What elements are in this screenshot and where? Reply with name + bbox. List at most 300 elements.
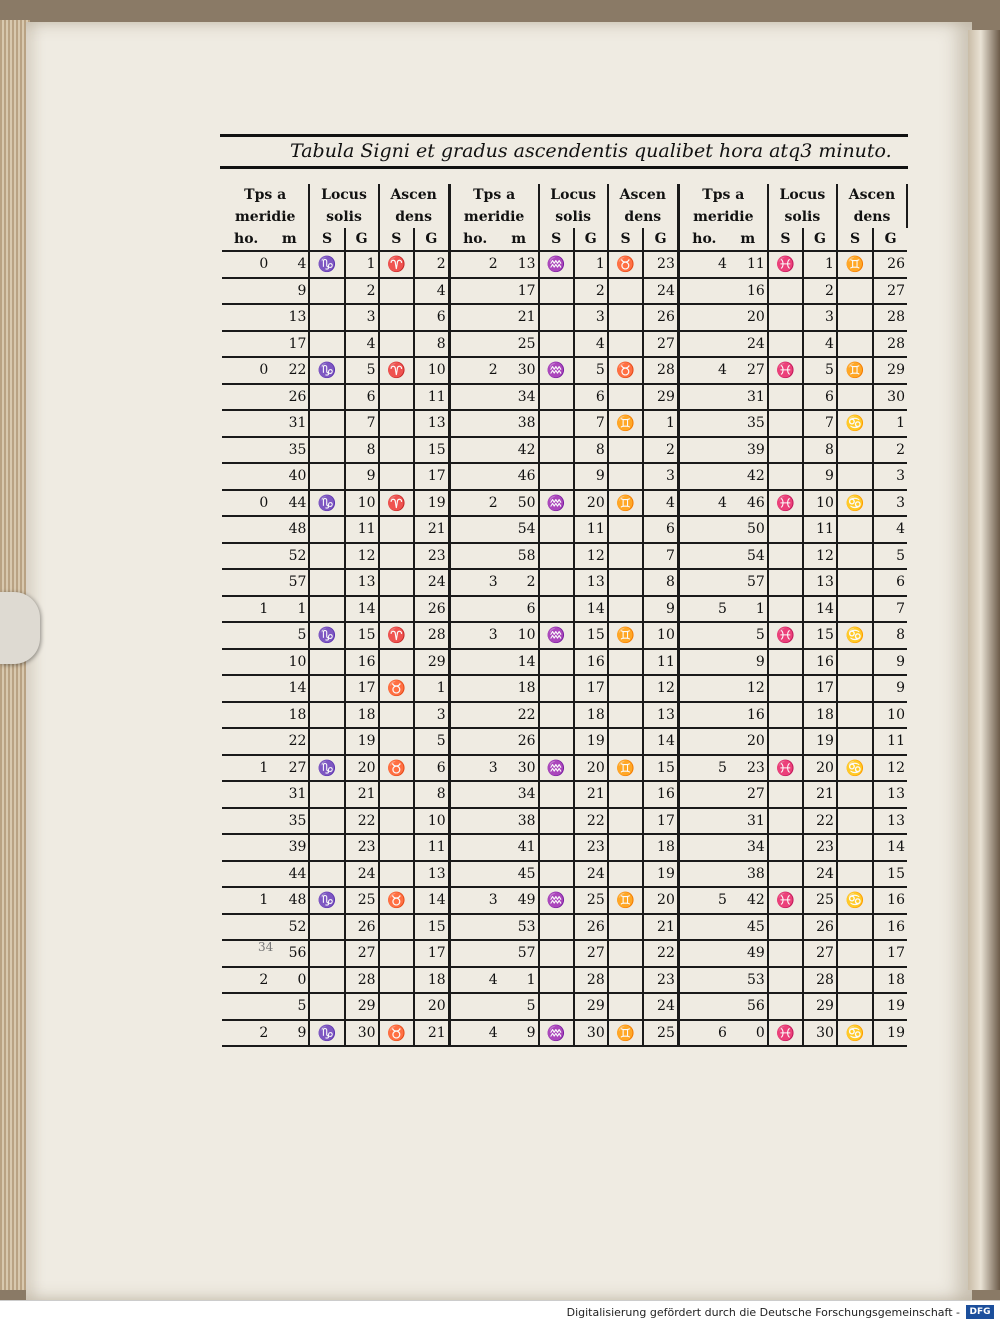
table-cell: 8 (345, 437, 379, 464)
table-cell: 14 (414, 887, 449, 914)
table-cell: 18 (803, 702, 837, 729)
table-cell (768, 967, 803, 994)
table-cell (768, 940, 803, 967)
table-cell (837, 702, 873, 729)
table-cell: 25 (803, 887, 837, 914)
table-cell (678, 967, 729, 994)
table-cell: 1 (574, 251, 608, 278)
table-cell: 3 (873, 463, 907, 490)
table-cell (309, 410, 344, 437)
table-cell: 23 (643, 251, 678, 278)
table-cell: ♓ (768, 622, 803, 649)
table-cell: ♓ (768, 887, 803, 914)
table-cell (837, 516, 873, 543)
table-cell (539, 675, 574, 702)
row2-cell: meridie (222, 206, 309, 228)
table-cell (837, 967, 873, 994)
table-cell: 38 (500, 410, 539, 437)
table-cell: ♓ (768, 251, 803, 278)
table-cell (539, 410, 574, 437)
table-cell: 18 (345, 702, 379, 729)
table-cell: 13 (270, 304, 309, 331)
table-cell (309, 861, 344, 888)
table-cell (678, 808, 729, 835)
table-cell (768, 278, 803, 305)
table-cell: 17 (345, 675, 379, 702)
top-rule (220, 134, 908, 137)
table-cell (449, 781, 500, 808)
table-cell: 31 (729, 384, 768, 411)
table-cell: 3 (449, 622, 500, 649)
table-cell: 28 (873, 304, 907, 331)
table-cell: 20 (414, 993, 449, 1020)
table-cell (539, 993, 574, 1020)
table-cell: 11 (803, 516, 837, 543)
table-cell: 4 (678, 251, 729, 278)
table-cell: 16 (873, 887, 907, 914)
table-cell (768, 304, 803, 331)
table-cell: 22 (270, 728, 309, 755)
table-cell: 5 (345, 357, 379, 384)
table-cell: 3 (643, 463, 678, 490)
table-cell: 20 (574, 490, 608, 517)
table-cell: 6 (574, 384, 608, 411)
table-cell: 2 (873, 437, 907, 464)
table-cell (768, 543, 803, 570)
table-cell: 10 (500, 622, 539, 649)
table-row (222, 437, 907, 464)
table-cell: 50 (500, 490, 539, 517)
table-cell (539, 304, 574, 331)
table-cell (222, 384, 270, 411)
table-cell (222, 304, 270, 331)
table-cell (768, 410, 803, 437)
table-cell: 17 (803, 675, 837, 702)
table-cell: 29 (803, 993, 837, 1020)
page-number: 34 (258, 940, 274, 954)
table-row (222, 808, 907, 835)
table-cell: 2 (222, 967, 270, 994)
table-cell (379, 861, 415, 888)
table-cell: 17 (270, 331, 309, 358)
table-cell (449, 516, 500, 543)
table-cell: 20 (643, 887, 678, 914)
row3-cell: G (574, 228, 608, 251)
table-cell (379, 437, 415, 464)
table-cell: ♉ (379, 675, 415, 702)
table-cell (837, 675, 873, 702)
table-cell: 42 (729, 887, 768, 914)
table-cell (837, 384, 873, 411)
table-cell: 19 (643, 861, 678, 888)
table-cell (608, 914, 644, 941)
page-clip (0, 592, 40, 664)
table-cell (678, 675, 729, 702)
table-cell: 44 (270, 490, 309, 517)
table-cell (539, 940, 574, 967)
table-cell: 4 (678, 357, 729, 384)
table-cell: 7 (803, 410, 837, 437)
table-cell: 12 (574, 543, 608, 570)
table-cell (539, 834, 574, 861)
table-cell: 11 (729, 251, 768, 278)
table-cell: 27 (803, 940, 837, 967)
table-cell: ♓ (768, 755, 803, 782)
table-cell: 46 (729, 490, 768, 517)
table-cell: 5 (729, 622, 768, 649)
table-cell: 8 (873, 622, 907, 649)
table-cell: 31 (729, 808, 768, 835)
table-cell: 20 (345, 755, 379, 782)
table-cell (837, 940, 873, 967)
table-cell: 9 (729, 649, 768, 676)
table-cell (678, 702, 729, 729)
table-cell: 14 (803, 596, 837, 623)
table-cell (309, 993, 344, 1020)
table-cell: 13 (345, 569, 379, 596)
table-cell (222, 463, 270, 490)
table-cell: ♊ (608, 490, 644, 517)
table-cell (539, 914, 574, 941)
table-cell (539, 861, 574, 888)
table-cell (449, 331, 500, 358)
table-cell: 19 (873, 993, 907, 1020)
table-cell: 4 (574, 331, 608, 358)
table-cell: 20 (803, 755, 837, 782)
table-cell: 17 (574, 675, 608, 702)
table-cell (768, 861, 803, 888)
table-cell: 35 (729, 410, 768, 437)
table-cell (608, 649, 644, 676)
table-cell: 2 (500, 569, 539, 596)
table-cell: 23 (729, 755, 768, 782)
table-cell (222, 834, 270, 861)
table-cell: 20 (729, 728, 768, 755)
row1-cell: Tps a (678, 184, 767, 206)
table-cell (309, 569, 344, 596)
table-cell (379, 808, 415, 835)
table-cell: 5 (500, 993, 539, 1020)
table-cell: 3 (449, 887, 500, 914)
table-cell: 18 (270, 702, 309, 729)
table-cell (768, 728, 803, 755)
table-cell: 1 (643, 410, 678, 437)
table-cell (837, 781, 873, 808)
table-cell: 13 (873, 808, 907, 835)
table-cell: 22 (270, 357, 309, 384)
table-cell: 10 (643, 622, 678, 649)
table-cell (608, 940, 644, 967)
table-cell (222, 993, 270, 1020)
table-cell: 22 (345, 808, 379, 835)
table-cell (539, 781, 574, 808)
table-cell (309, 914, 344, 941)
table-cell: 26 (643, 304, 678, 331)
table-cell: 26 (574, 914, 608, 941)
table-cell (608, 543, 644, 570)
table-cell (678, 278, 729, 305)
title-rule (220, 166, 908, 169)
table-cell (379, 781, 415, 808)
table-cell: 56 (270, 940, 309, 967)
table-cell: 15 (414, 914, 449, 941)
table-cell: 1 (873, 410, 907, 437)
table-cell: ♈ (379, 357, 415, 384)
table-cell: 44 (270, 861, 309, 888)
table-cell: 5 (803, 357, 837, 384)
table-cell: ♒ (539, 1020, 574, 1047)
table-cell (449, 834, 500, 861)
table-cell (608, 781, 644, 808)
table-cell: 12 (345, 543, 379, 570)
table-cell (449, 596, 500, 623)
table-cell (379, 410, 415, 437)
table-cell: 1 (345, 251, 379, 278)
table-cell (309, 702, 344, 729)
table-cell: 3 (873, 490, 907, 517)
table-cell: 9 (270, 1020, 309, 1047)
table-cell: 52 (270, 543, 309, 570)
table-cell (309, 437, 344, 464)
table-cell (379, 304, 415, 331)
table-cell (539, 437, 574, 464)
table-cell: 5 (270, 993, 309, 1020)
table-cell: 17 (873, 940, 907, 967)
table-cell: 26 (803, 914, 837, 941)
table-cell (309, 516, 344, 543)
table-cell (449, 702, 500, 729)
table-cell (449, 410, 500, 437)
table-cell: 6 (803, 384, 837, 411)
table-cell (222, 410, 270, 437)
table-cell (768, 834, 803, 861)
row1-cell: Ascen (837, 184, 907, 206)
table-cell (678, 384, 729, 411)
row3-cell: S (608, 228, 644, 251)
table-cell: 9 (873, 675, 907, 702)
table-cell: 24 (574, 861, 608, 888)
table-cell: 9 (803, 463, 837, 490)
table-row (222, 1020, 907, 1047)
table-cell (837, 993, 873, 1020)
table-cell: 28 (414, 622, 449, 649)
table-row (222, 728, 907, 755)
table-cell (768, 569, 803, 596)
table-cell (539, 569, 574, 596)
table-cell: 20 (574, 755, 608, 782)
table-cell: ♒ (539, 357, 574, 384)
table-cell: 46 (500, 463, 539, 490)
table-cell (837, 543, 873, 570)
table-cell: 49 (729, 940, 768, 967)
table-cell (678, 516, 729, 543)
table-cell (678, 781, 729, 808)
table-cell: 19 (803, 728, 837, 755)
table-cell: 4 (643, 490, 678, 517)
table-cell: 2 (574, 278, 608, 305)
table-cell: 16 (729, 702, 768, 729)
table-cell (309, 463, 344, 490)
table-cell: 10 (414, 808, 449, 835)
table-cell: ♓ (768, 490, 803, 517)
table-cell: ♑ (309, 251, 344, 278)
table-cell: 25 (345, 887, 379, 914)
table-cell (379, 728, 415, 755)
table-cell (768, 384, 803, 411)
table-cell: 21 (803, 781, 837, 808)
table-cell: 2 (222, 1020, 270, 1047)
row1-cell: Ascen (379, 184, 450, 206)
table-cell (608, 861, 644, 888)
table-row (222, 914, 907, 941)
table-cell: ♉ (379, 887, 415, 914)
table-cell: 10 (873, 702, 907, 729)
table-cell (539, 702, 574, 729)
table-cell (309, 543, 344, 570)
table-cell (309, 675, 344, 702)
table-cell: ♉ (608, 251, 644, 278)
table-cell: 15 (873, 861, 907, 888)
table-cell: 16 (574, 649, 608, 676)
table-cell: 14 (873, 834, 907, 861)
table-cell: 10 (345, 490, 379, 517)
table-cell: 57 (270, 569, 309, 596)
table-cell: 30 (345, 1020, 379, 1047)
row3-cell: G (643, 228, 678, 251)
table-cell: 2 (449, 490, 500, 517)
table-cell: 29 (643, 384, 678, 411)
table-cell (678, 834, 729, 861)
table-cell (379, 967, 415, 994)
table-cell: 9 (574, 463, 608, 490)
table-cell: 7 (345, 410, 379, 437)
table-cell (539, 543, 574, 570)
table-cell: 6 (873, 569, 907, 596)
table-cell: 23 (643, 967, 678, 994)
row3-cell: S (309, 228, 344, 251)
footer-text: Digitalisierung gefördert durch die Deutsche Forschungsgemeinschaft - (566, 1306, 960, 1319)
table-cell: ♉ (608, 357, 644, 384)
table-cell: ♉ (379, 755, 415, 782)
book-edge-right (968, 30, 1000, 1290)
table-cell (539, 331, 574, 358)
table-cell: 2 (414, 251, 449, 278)
table-cell (678, 622, 729, 649)
table-cell: 12 (643, 675, 678, 702)
table-cell (379, 463, 415, 490)
table-cell: 0 (222, 490, 270, 517)
table-cell: 3 (803, 304, 837, 331)
table-cell: 0 (729, 1020, 768, 1047)
table-cell: 23 (414, 543, 449, 570)
table-cell: 15 (345, 622, 379, 649)
table-cell: 4 (678, 490, 729, 517)
table-cell: 5 (574, 357, 608, 384)
table-cell: 13 (873, 781, 907, 808)
table-cell: 48 (270, 516, 309, 543)
table-cell: 28 (873, 331, 907, 358)
table-cell (449, 914, 500, 941)
table-cell: 13 (500, 251, 539, 278)
table-cell: ♒ (539, 887, 574, 914)
table-cell (608, 278, 644, 305)
table-cell (449, 993, 500, 1020)
table-cell: 56 (729, 993, 768, 1020)
table-cell: 30 (500, 755, 539, 782)
table-cell: 6 (414, 755, 449, 782)
table-cell: ♑ (309, 1020, 344, 1047)
table-cell: ♉ (379, 1020, 415, 1047)
table-cell (222, 861, 270, 888)
table-cell: 29 (873, 357, 907, 384)
table-cell (608, 967, 644, 994)
table-cell: 14 (574, 596, 608, 623)
table-cell: 27 (270, 755, 309, 782)
table-cell (379, 834, 415, 861)
table-cell (449, 728, 500, 755)
table-cell (379, 914, 415, 941)
table-cell: ♈ (379, 622, 415, 649)
table-cell: 18 (643, 834, 678, 861)
table-cell: 16 (803, 649, 837, 676)
table-cell: 13 (803, 569, 837, 596)
table-cell: ♊ (608, 1020, 644, 1047)
table-cell: 11 (345, 516, 379, 543)
table-cell (449, 543, 500, 570)
table-cell: 18 (873, 967, 907, 994)
table-row (222, 993, 907, 1020)
table-row (222, 967, 907, 994)
table-cell (837, 463, 873, 490)
table-row (222, 569, 907, 596)
table-cell (768, 596, 803, 623)
table-cell (449, 808, 500, 835)
table-cell: 3 (345, 304, 379, 331)
row3-cell: G (873, 228, 907, 251)
table-cell: 48 (270, 887, 309, 914)
table-cell: 14 (500, 649, 539, 676)
table-row (222, 251, 907, 278)
table-cell (837, 437, 873, 464)
table-cell: 14 (345, 596, 379, 623)
table-cell: 19 (345, 728, 379, 755)
row2-cell: solis (309, 206, 378, 228)
table-cell: 14 (270, 675, 309, 702)
table-cell: 21 (574, 781, 608, 808)
table-cell: 26 (270, 384, 309, 411)
table-row (222, 516, 907, 543)
table-cell (222, 914, 270, 941)
table-cell: 39 (729, 437, 768, 464)
table-cell: ♓ (768, 357, 803, 384)
table-cell: 27 (345, 940, 379, 967)
table-cell: 7 (873, 596, 907, 623)
row3-cell: S (379, 228, 415, 251)
table-cell: 27 (643, 331, 678, 358)
table-row (222, 543, 907, 570)
table-row (222, 596, 907, 623)
table-cell: 15 (574, 622, 608, 649)
table-cell (678, 437, 729, 464)
table-row (222, 702, 907, 729)
table-cell (449, 437, 500, 464)
row2-row (222, 206, 907, 228)
table-cell (222, 278, 270, 305)
row1-cell: Tps a (222, 184, 309, 206)
table-cell (309, 649, 344, 676)
table-cell: 38 (729, 861, 768, 888)
table-cell: 18 (414, 967, 449, 994)
